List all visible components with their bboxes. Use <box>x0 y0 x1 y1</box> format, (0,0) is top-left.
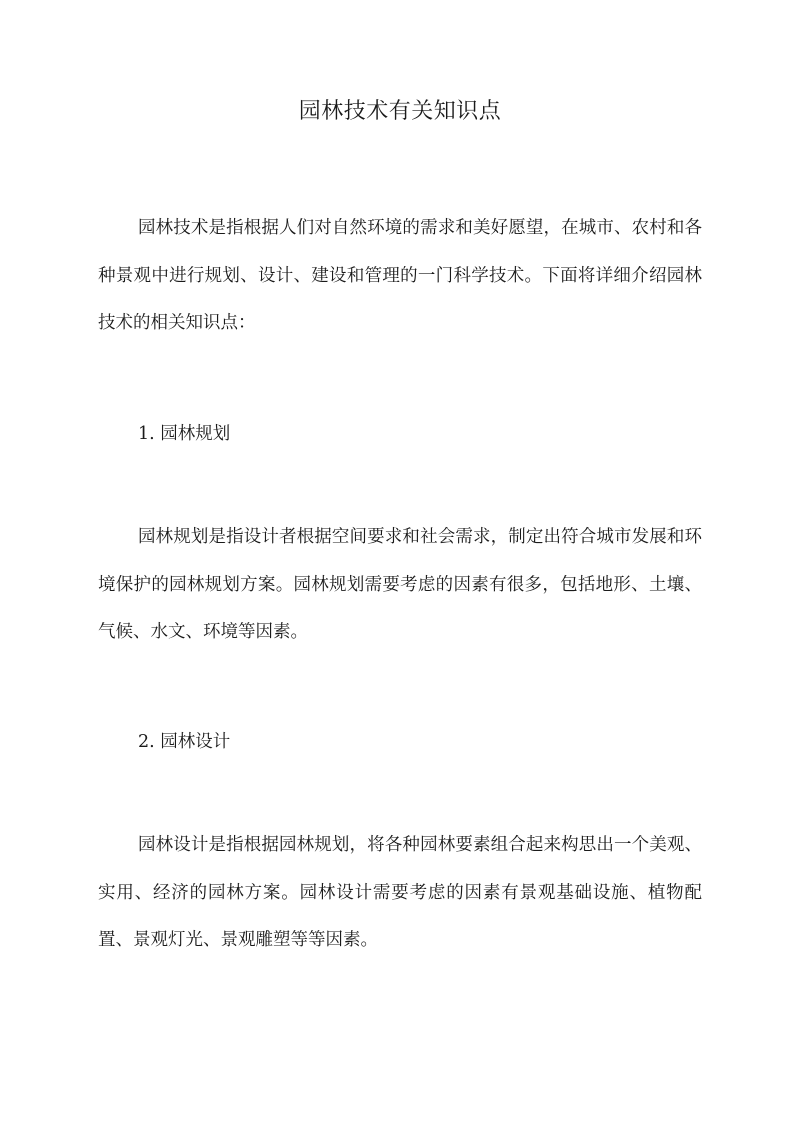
section-heading-planning: 1. 园林规划 <box>138 424 231 444</box>
section-body-planning: 园林规划是指设计者根据空间要求和社会需求，制定出符合城市发展和环境保护的园林规划方案。园林规划需要考虑的因素有很多，包括地形、土壤、气候、水文、环境等因素。 <box>98 527 702 642</box>
section-body-design: 园林设计是指根据园林规划，将各种园林要素组合起来构思出一个美观、实用、经济的园林方案。园林设计需要考虑的因素有景观基础设施、植物配置、景观灯光、景观雕塑等等因素。 <box>98 835 702 950</box>
section-heading-design: 2. 园林设计 <box>138 732 231 752</box>
intro-paragraph: 园林技术是指根据人们对自然环境的需求和美好愿望，在城市、农村和各种景观中进行规划、设计、建设和管理的一门科学技术。下面将详细介绍园林技术的相关知识点： <box>98 218 702 333</box>
document-title: 园林技术有关知识点 <box>298 99 502 124</box>
